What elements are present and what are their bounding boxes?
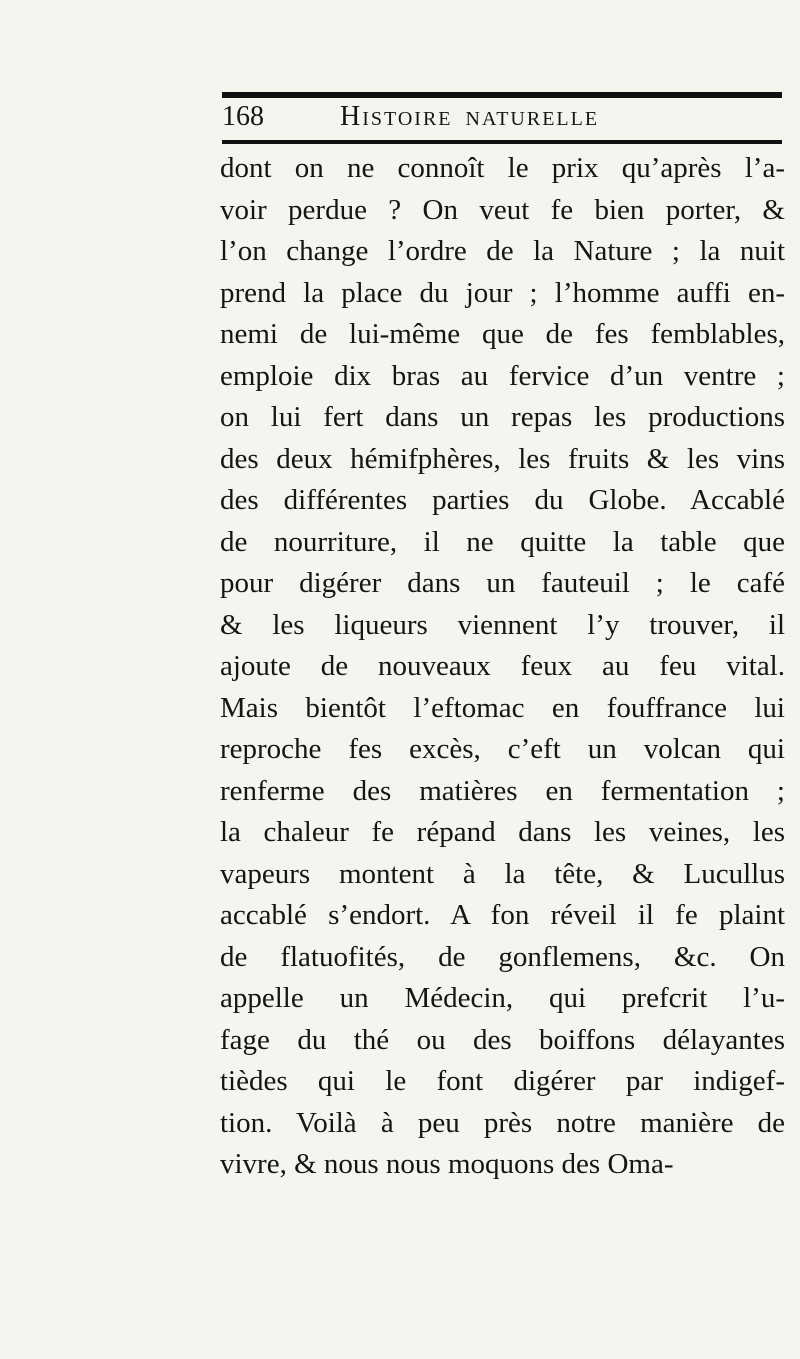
text-line: on lui fert dans un repas les productions xyxy=(220,401,785,433)
text-line: fage du thé ou des boiffons délayantes xyxy=(220,1023,785,1056)
text-line: ajoute de nouveaux feux au feu vital. xyxy=(220,650,785,682)
running-title: Histoire naturelle xyxy=(340,101,600,132)
text-line: dont on ne connoît le prix qu’après l’a- xyxy=(220,152,785,184)
page-number: 168 xyxy=(222,101,264,132)
text-line: voir perdue ? On veut fe bien porter, & xyxy=(220,193,785,226)
text-line: prend la place du jour ; l’homme auffi en- xyxy=(220,276,785,309)
text-line: vivre, & nous nous moquons des Oma- xyxy=(220,1148,674,1180)
text-line: de nourriture, il ne quitte la table que xyxy=(220,525,785,558)
text-line: reproche fes excès, c’eft un volcan qui xyxy=(220,733,785,765)
text-line: des différentes parties du Globe. Accablé xyxy=(220,484,785,516)
text-line: de flatuofités, de gonflemens, &c. On xyxy=(220,940,785,973)
text-line: la chaleur fe répand dans les veines, les xyxy=(220,816,785,848)
header-rule-bottom xyxy=(222,140,782,144)
text-line: emploie dix bras au fervice d’un ventre ; xyxy=(220,359,785,392)
text-line: tièdes qui le font digérer par indigef- xyxy=(220,1065,785,1097)
header-rule-top xyxy=(222,92,782,98)
text-line: des deux hémifphères, les fruits & les vins xyxy=(220,442,785,475)
text-line: accablé s’endort. A fon réveil il fe plaint xyxy=(220,899,785,931)
body-text xyxy=(220,148,785,1186)
text-line: tion. Voilà à peu près notre manière de xyxy=(220,1106,785,1139)
running-head xyxy=(222,99,782,139)
text-line: Mais bientôt l’eftomac en fouffrance lui xyxy=(220,691,785,724)
text-line: renferme des matières en fermentation ; xyxy=(220,774,785,807)
text-line: l’on change l’ordre de la Nature ; la nuit xyxy=(220,235,785,267)
text-line: & les liqueurs viennent l’y trouver, il xyxy=(220,608,785,641)
text-line: vapeurs montent à la tête, & Lucullus xyxy=(220,857,785,890)
text-line: appelle un Médecin, qui prefcrit l’u- xyxy=(220,982,785,1014)
text-line: nemi de lui-même que de fes femblables, xyxy=(220,318,785,350)
text-line: pour digérer dans un fauteuil ; le café xyxy=(220,567,785,599)
